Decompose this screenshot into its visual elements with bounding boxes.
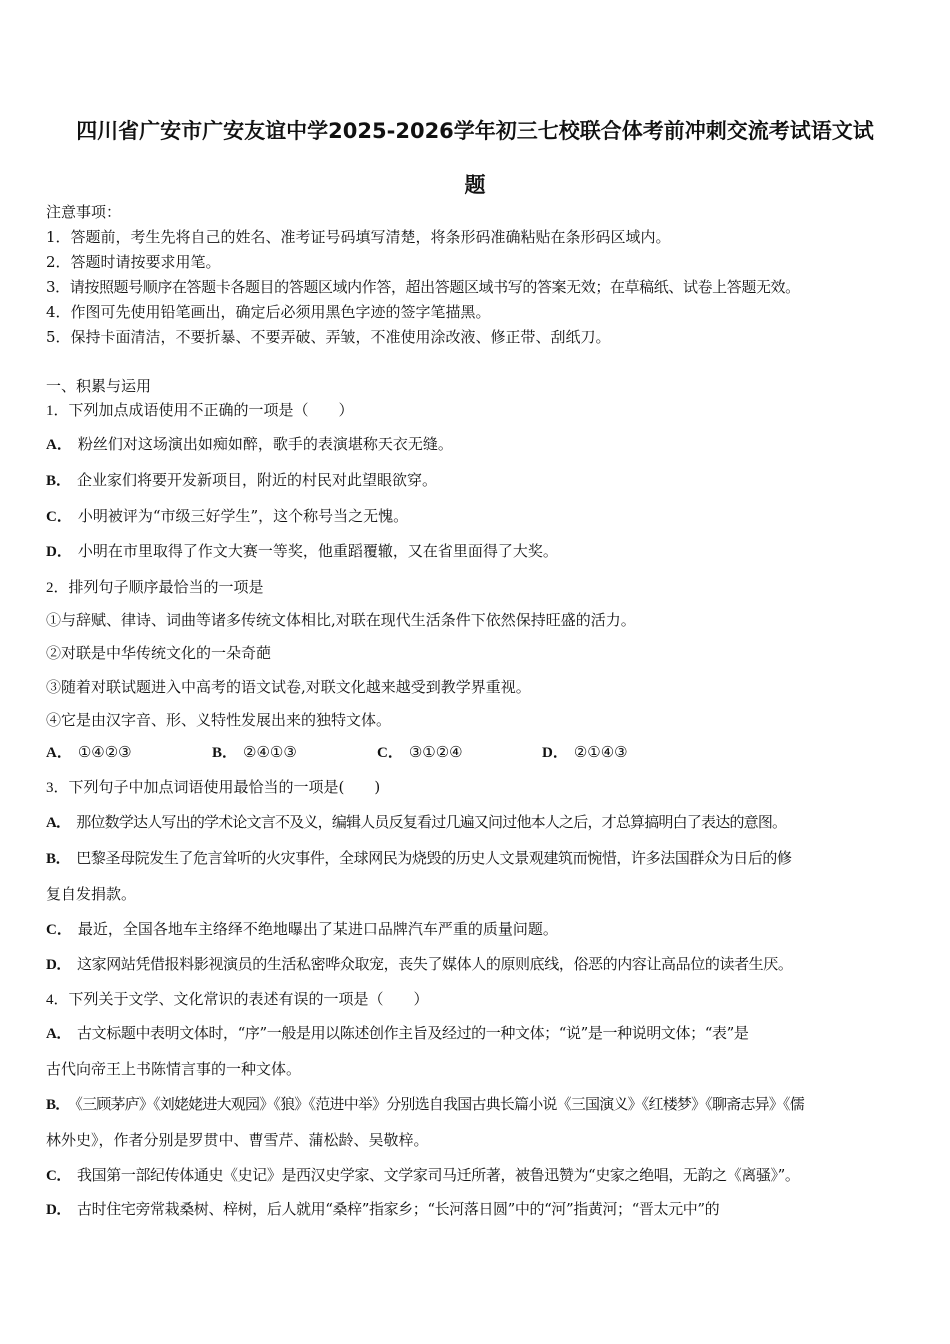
q2-sentence: ③随着对联试题进入中高考的语文试卷,对联文化越来越受到教学界重视。 — [46, 678, 531, 696]
q1-option-c — [46, 505, 912, 528]
option-text: ③①②④ — [408, 743, 463, 761]
title-line-2: 题 — [464, 173, 486, 197]
question-number: 2． — [46, 580, 69, 596]
q3-option-b — [46, 847, 912, 870]
notice-item: 5．保持卡面清洁，不要折暴、不要弄破、弄皱，不准使用涂改液、修正带、刮纸刀。 — [46, 328, 611, 346]
question-4-stem — [46, 988, 912, 1011]
option-text: 这家网站凭借报料影视演员的生活私密哗众取宠，丧失了媒体人的原则底线，俗恶的内容让高品位的读者生厌。 — [77, 955, 793, 973]
option-text: 小明在市里取得了作文大赛一等奖，他重蹈覆辙，又在省里面得了大奖。 — [77, 542, 558, 560]
q3-option-a — [46, 811, 912, 834]
q2-sentence: ④它是由汉字音、形、义特性发展出来的独特文体。 — [46, 711, 392, 729]
option-text: 那位数学达人写出的学术论文言不及义，编辑人员反复看过几遍又问过他本人之后，才总算搞明白了表达的意图。 — [76, 813, 787, 831]
notice-item: 3．请按照题号顺序在答题卡各题目的答题区域内作答，超出答题区域书写的答案无效；在草稿纸、试卷上答题无效。 — [46, 278, 800, 296]
q4-option-b-cont: 林外史》，作者分别是罗贯中、曹雪芹、蒲松龄、吴敬梓。 — [46, 1131, 429, 1149]
option-text: ②④①③ — [243, 743, 297, 761]
option-label: B． — [46, 1097, 70, 1113]
option-label: A． — [46, 745, 72, 761]
q2-sentence: ②对联是中华传统文化的一朵奇葩 — [46, 644, 272, 662]
option-label: D． — [542, 745, 568, 761]
notice-item: 4．作图可先使用铅笔画出，确定后必须用黑色字迹的签字笔描黑。 — [46, 303, 491, 321]
q1-option-a — [46, 433, 912, 456]
notice-heading: 注意事项： — [46, 203, 122, 221]
q4-option-a — [46, 1022, 912, 1045]
option-label: C． — [46, 1168, 72, 1184]
question-text: 下列关于文学、文化常识的表述有误的一项是（ ） — [68, 990, 429, 1008]
q3-option-d — [46, 953, 912, 976]
question-text: 下列加点成语使用不正确的一项是（ ） — [68, 401, 354, 419]
q3-option-c — [46, 918, 912, 941]
q1-option-b — [46, 469, 912, 492]
option-text: 小明被评为“市级三好学生”，这个称号当之无愧。 — [77, 507, 409, 525]
option-label: B． — [46, 473, 72, 489]
question-number: 1． — [46, 403, 69, 419]
q4-option-d — [46, 1198, 912, 1221]
question-2-stem — [46, 576, 912, 599]
option-text: 《三顾茅庐》《刘姥姥进大观园》《狼》《范进中举》分别选自我国古典长篇小说《三国演义》《红楼梦》《聊斋志异》《儒 — [75, 1095, 804, 1113]
q2-option-a — [46, 741, 132, 764]
q2-option-c — [377, 741, 463, 764]
notice-item: 1．答题前，考生先将自己的姓名、准考证号码填写清楚，将条形码准确粘贴在条形码区域内。 — [46, 228, 671, 246]
q3-option-b-cont: 复自发捐款。 — [46, 885, 137, 903]
question-text: 排列句子顺序最恰当的一项是 — [68, 578, 264, 596]
q4-option-a-cont: 古代向帝王上书陈情言事的一种文体。 — [46, 1060, 302, 1078]
title-line-1: 四川省广安市广安友谊中学2025-2026学年初三七校联合体考前冲刺交流考试语文试 — [76, 119, 874, 143]
page-title — [40, 104, 910, 212]
option-text: 古文标题中表明文体时，“序”一般是用以陈述创作主旨及经过的一种文体；“说”是一种说明文体；“表”是 — [77, 1024, 749, 1042]
section-heading: 一、积累与运用 — [46, 377, 152, 395]
q4-option-c — [46, 1164, 912, 1187]
option-label: A． — [46, 1026, 72, 1042]
q1-option-d — [46, 540, 912, 563]
question-text: 下列句子中加点词语使用最恰当的一项是( ) — [68, 778, 381, 796]
option-label: D． — [46, 544, 72, 560]
question-number: 4． — [46, 992, 69, 1008]
q2-sentence: ①与辞赋、律诗、词曲等诸多传统文体相比,对联在现代生活条件下依然保持旺盛的活力。 — [46, 611, 636, 629]
option-label: A． — [46, 437, 72, 453]
question-3-stem — [46, 776, 912, 799]
option-text: 古时住宅旁常栽桑树、梓树，后人就用“桑梓”指家乡；“长河落日圆”中的“河”指黄河；“晋太元中”的 — [77, 1200, 720, 1218]
notice-item: 2．答题时请按要求用笔。 — [46, 253, 221, 271]
option-text: 最近，全国各地车主络绎不绝地曝出了某进口品牌汽车严重的质量问题。 — [77, 920, 558, 938]
option-text: ②①④③ — [573, 743, 628, 761]
option-label: C． — [46, 922, 72, 938]
question-number: 3． — [46, 780, 69, 796]
option-text: 企业家们将要开发新项目，附近的村民对此望眼欲穿。 — [77, 471, 438, 489]
option-label: D． — [46, 957, 72, 973]
option-label: A． — [46, 815, 71, 831]
option-label: D． — [46, 1202, 72, 1218]
option-label: B． — [212, 745, 238, 761]
option-text: 我国第一部纪传体通史《史记》是西汉史学家、文学家司马迁所著，被鲁迅赞为“史家之绝唱，无韵之《离骚》”。 — [77, 1166, 800, 1184]
q2-option-b — [212, 741, 297, 764]
question-1-stem — [46, 399, 912, 422]
option-text: 粉丝们对这场演出如痴如醉，歌手的表演堪称天衣无缝。 — [77, 435, 453, 453]
option-label: C． — [377, 745, 403, 761]
option-text: ①④②③ — [77, 743, 132, 761]
option-label: B． — [46, 851, 71, 867]
option-label: C． — [46, 509, 72, 525]
q4-option-b — [46, 1093, 912, 1116]
q2-option-d — [542, 741, 628, 764]
option-text: 巴黎圣母院发生了危言耸听的火灾事件，全球网民为烧毁的历史人文景观建筑而惋惜，许多法国群众为日后的修 — [76, 849, 792, 867]
